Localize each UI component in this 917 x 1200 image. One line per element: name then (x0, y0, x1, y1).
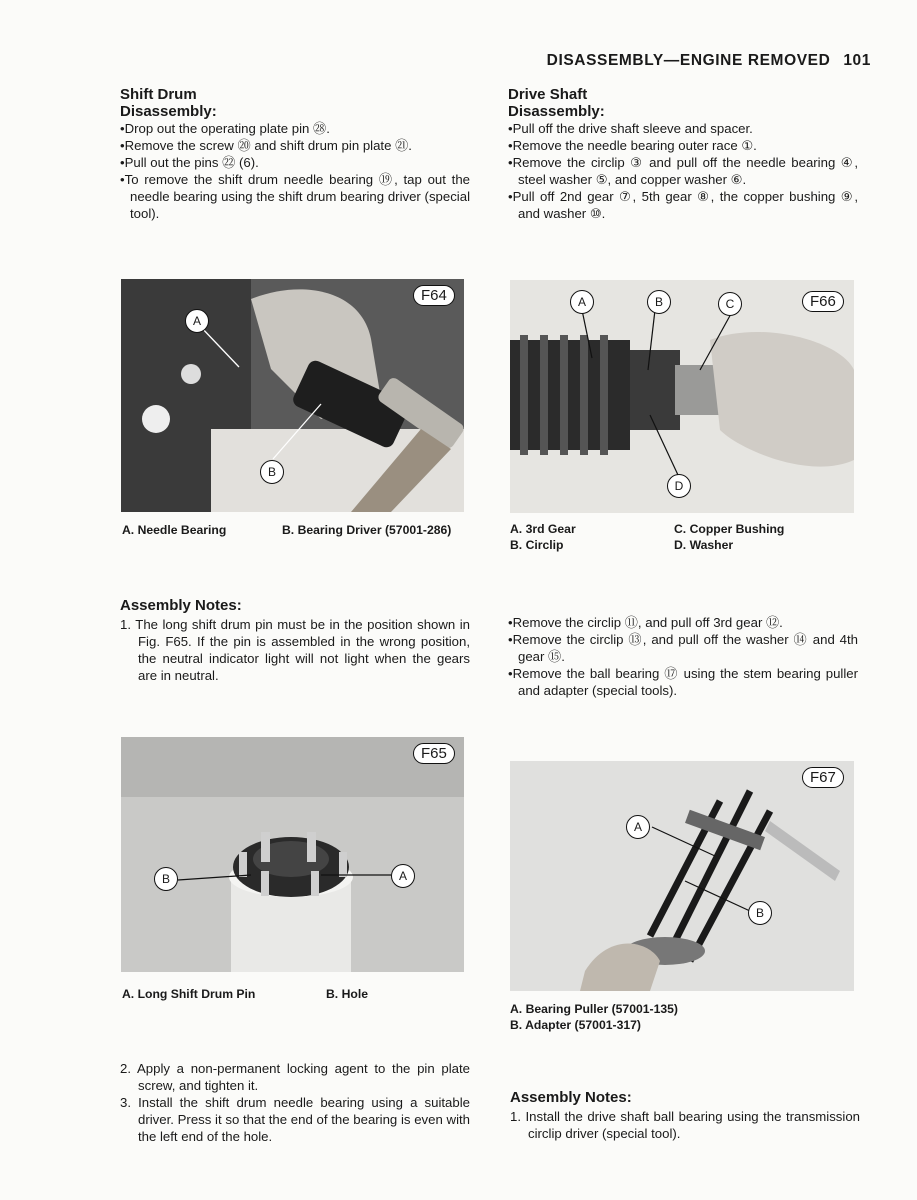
section-title: Shift Drum (120, 86, 197, 103)
figure-tag: F67 (802, 767, 844, 788)
step: •Pull off 2nd gear ⑦, 5th gear ⑧, the copper bushing ⑨, and washer ⑩. (508, 189, 858, 221)
page-number: 101 (843, 52, 871, 69)
fig64-caption-b: B. Bearing Driver (57001-286) (282, 523, 452, 537)
figure-f67-photo (510, 761, 854, 991)
subsection-title: Disassembly: (120, 103, 217, 120)
caption: C. Copper Bushing (674, 522, 785, 536)
header-title: DISASSEMBLY—ENGINE REMOVED (546, 52, 831, 69)
drive-shaft-assembly-notes (510, 1089, 860, 1142)
callout-b: B (647, 290, 671, 314)
step: •Remove the screw ⑳ and shift drum pin plate ㉑. (120, 138, 412, 153)
callout-b: B (260, 460, 284, 484)
step: •Remove the circlip ③ and pull off the needle bearing ④, steel washer ⑤, and copper washer ⑥. (508, 155, 858, 187)
step: •Remove the ball bearing ⑰ using the stem bearing puller and adapter (special tools). (508, 666, 858, 698)
fig65-caption-b: B. Hole (326, 987, 368, 1001)
caption: B. Adapter (57001-317) (510, 1018, 641, 1032)
callout-a: A (185, 309, 209, 333)
drive-shaft-steps-2 (508, 614, 858, 699)
note: 1. The long shift drum pin must be in the position shown in Fig. F65. If the pin is assembled in the wrong position, the neutral indicator light will not light when the gears are in neutral. (120, 617, 470, 683)
step: •Drop out the operating plate pin ㉘. (120, 121, 330, 136)
figure-f64-photo (121, 279, 464, 512)
figure-f66-photo (510, 280, 854, 513)
shift-drum-steps (120, 120, 470, 222)
callout-b: B (154, 867, 178, 891)
fig64-caption-a: A. Needle Bearing (122, 523, 227, 537)
step: •To remove the shift drum needle bearing ⑲, tap out the needle bearing using the shift drum bearing driver (special tool). (120, 172, 470, 221)
figure-tag: F66 (802, 291, 844, 312)
step: •Remove the needle bearing outer race ①. (508, 138, 757, 153)
step: •Remove the circlip ⑬, and pull off the washer ⑭ and 4th gear ⑮. (508, 632, 858, 664)
caption: D. Washer (674, 538, 734, 552)
shift-drum-section (120, 86, 470, 222)
callout-c: C (718, 292, 742, 316)
assembly-notes-title: Assembly Notes: (510, 1089, 632, 1106)
drive-shaft-section (508, 86, 858, 222)
shift-drum-assembly-notes (120, 597, 470, 684)
running-header (547, 52, 871, 70)
figure-f65-photo (121, 737, 464, 972)
callout-d: D (667, 474, 691, 498)
fig66-captions-right (674, 521, 784, 553)
drive-shaft-steps (508, 120, 858, 222)
caption: A. 3rd Gear (510, 522, 576, 536)
fig66-captions-left (510, 521, 576, 553)
callout-a: A (570, 290, 594, 314)
section-title: Drive Shaft (508, 86, 588, 103)
callout-a: A (391, 864, 415, 888)
fig65-caption-a: A. Long Shift Drum Pin (122, 987, 256, 1001)
note: 3. Install the shift drum needle bearing using a suitable driver. Press it so that the end of the bearing is even with the left end of the hole. (120, 1095, 470, 1144)
fig67-captions (510, 1001, 678, 1033)
step: •Pull out the pins ㉒ (6). (120, 155, 259, 170)
figure-tag: F64 (413, 285, 455, 306)
callout-b: B (748, 901, 772, 925)
caption: B. Circlip (510, 538, 564, 552)
step: •Remove the circlip ⑪, and pull off 3rd gear ⑫. (508, 615, 783, 630)
note: 1. Install the drive shaft ball bearing using the transmission circlip driver (special tool). (510, 1109, 860, 1141)
figure-tag: F65 (413, 743, 455, 764)
shift-drum-more-notes (120, 1060, 470, 1145)
caption: A. Bearing Puller (57001-135) (510, 1002, 678, 1016)
subsection-title: Disassembly: (508, 103, 605, 120)
step: •Pull off the drive shaft sleeve and spacer. (508, 121, 753, 136)
assembly-notes-title: Assembly Notes: (120, 597, 242, 614)
callout-a: A (626, 815, 650, 839)
note: 2. Apply a non-permanent locking agent to the pin plate screw, and tighten it. (120, 1061, 470, 1093)
